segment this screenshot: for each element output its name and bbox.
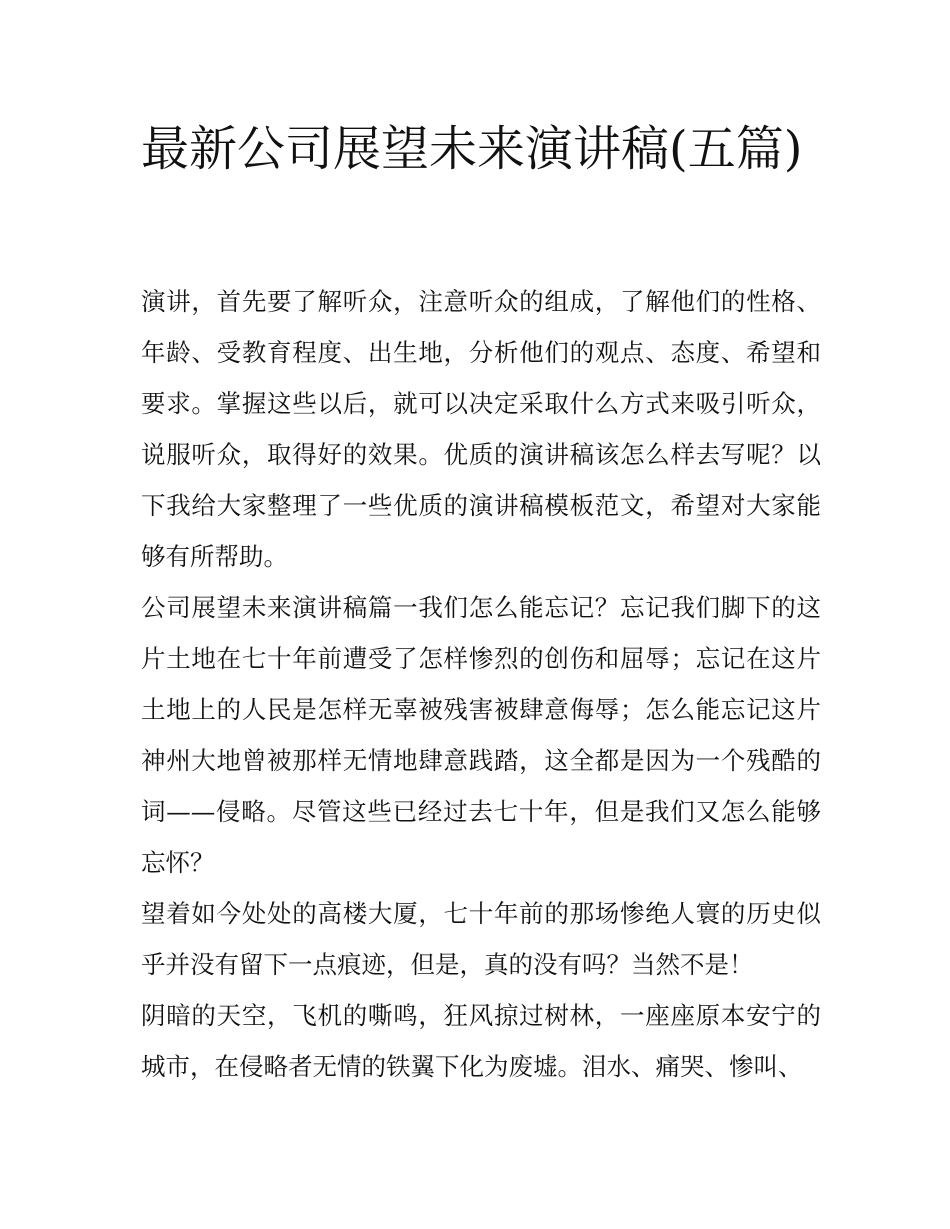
document-title: 最新公司展望未来演讲稿(五篇) bbox=[141, 121, 803, 177]
intro-paragraph: 演讲，首先要了解听众，注意听众的组成，了解他们的性格、年龄、受教育程度、出生地，分析他们的观点、态度、希望和要求。掌握这些以后，就可以决定采取什么方式来吸引听众，说服听众，取得好的效果。优质的演讲稿该怎么样去写呢？以下我给大家整理了一些优质的演讲稿模板范文，希望对大家能够有所帮助。 bbox=[141, 287, 821, 571]
document-body bbox=[141, 276, 821, 1092]
speech-paragraph-3: 阴暗的天空，飞机的嘶鸣，狂风掠过树林，一座座原本安宁的城市，在侵略者无情的铁翼下化为废墟。泪水、痛哭、惨叫、 bbox=[141, 1001, 821, 1081]
speech-paragraph-2: 望着如今处处的高楼大厦，七十年前的那场惨绝人寰的历史似乎并没有留下一点痕迹，但是，真的没有吗？当然不是！ bbox=[141, 899, 821, 979]
speech-paragraph-1: 公司展望未来演讲稿篇一我们怎么能忘记？忘记我们脚下的这片土地在七十年前遭受了怎样惨烈的创伤和屈辱；忘记在这片土地上的人民是怎样无辜被残害被肆意侮辱；怎么能忘记这片神州大地曾被那样无情地肆意践踏，这全都是因为一个残酷的词——侵略。尽管这些已经过去七十年，但是我们又怎么能够忘怀？ bbox=[141, 593, 821, 877]
